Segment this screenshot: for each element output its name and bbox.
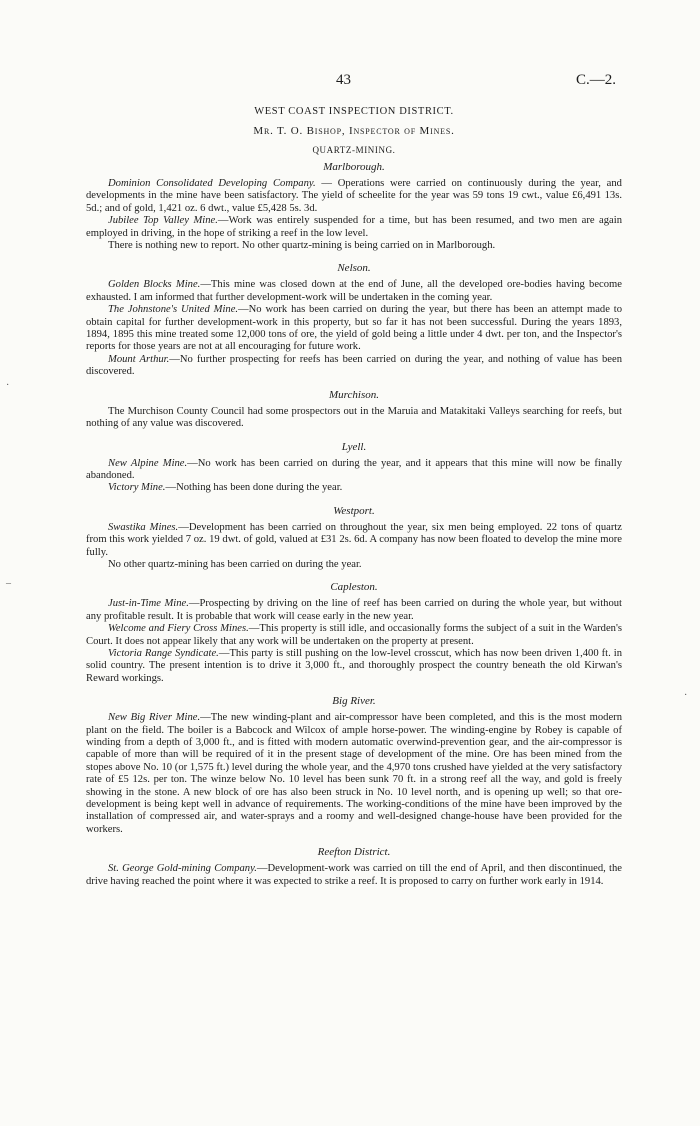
section-title: QUARTZ-MINING. [312,145,396,155]
mine-name: Dominion Consolidated Developing Company. [108,178,316,189]
paragraph-text: The Murchison County Council had some prospectors out in the Maruia and Matakitaki Valleys searching for reefs, but nothing of any value was discovered. [86,405,622,430]
mine-name: Jubilee Top Valley Mine. [108,215,218,227]
paragraph [86,712,622,836]
district-title: WEST COAST INSPECTION DISTRICT. [254,106,454,117]
paragraph-text: —Development-work was carried on till the end of April, and then discontinued, the drive having reached the point where it was expected to strike a reef. It is proposed to carry on further work early in 1914. [86,863,622,887]
paragraph-text: — Operations were carried on continuously during the year, and developments in the mine have been satisfactory. The yield of scheelite for the year was 59 tons 19 cwt., value £6,491 13s. 5d.; and of gold, 1,421 oz. 6 dwt., value £5,428 5s. 3d. [86,178,622,214]
region-heading: Lyell. [341,440,367,453]
paragraph-text: —Development has been carried on throughout the year, six men being employed. 22 tons of quartz from this work yielded 7 oz. 19 dwt. of gold, valued at £31 2s. 6d. A company has now been floated to develop the mine more fully. [86,521,622,558]
mine-name: Welcome and Fiery Cross Mines. [108,623,249,635]
paragraph-text: —This property is still idle, and occasionally forms the subject of a suit in the Warden's Court. It does not appear likely that any work will be undertaken on the property at present. [86,623,623,647]
paragraph [86,406,622,431]
mine-name: Mount Arthur. [108,353,170,365]
paragraph [86,304,622,354]
paragraph [86,598,622,623]
paragraph-text: —Prospecting by driving on the line of reef has been carried on during the whole year, but without any profitable result. It is probable that work will cease early in the new year. [86,598,622,622]
margin-mark: ‒ [6,578,11,589]
region-heading: Reefton District. [317,846,391,859]
paragraph-text: —This party is still pushing on the low-level crosscut, which has now been driven 1,400 ft. in solid country. The present intention is to drive it 3,000 ft., and thoroughly prospect the country beneath the old Kirwan's Reward workings. [86,647,623,684]
mine-name: New Alpine Mine. [108,457,188,469]
paragraph [86,279,622,304]
paragraph-text: —Work was entirely suspended for a time, but has been resumed, and two men are again employed in driving, in the hope of striking a reef in the low level. [86,215,622,239]
paragraph-text: —The new winding-plant and air-compressor have been completed, and this is the most modern plant on the field. The boiler is a Babcock and Wilcox of ample horse-power. The winding-engine by Robey is capable of winding from a depth of 3,000 ft., and is fitted with modern automatic overwind-prevention gear, and the air-compressor is capable of more than will be required of it in the present stage of development of the mine. Ore has been mined from the stopes above No. 10 (or 1,575 ft.) level during the whole year, and the 4,970 tons crushed have yielded at the very satisfactory rate of £5 12s. per ton. The winze below No. 10 level has been sunk 70 ft. in a strong reef all the way, and gold is freely showing in the stone. A new block of ore has also been struck in No. 10 level north, and is opening up well; so that ore-development is being kept well in advance of requirements. The working-conditions of the mine have been improved by the installation of compressed air, and water-sprays and a roomy and well-designed change-house have been provided for the workers. [86,712,622,835]
paragraph-text: There is nothing new to report. No other quartz-mining is being carried on in Marlborough. [108,240,496,252]
region-heading: Westport. [333,504,375,517]
mine-name: New Big River Mine. [108,712,201,724]
paragraph [86,648,622,685]
mine-name: Just-in-Time Mine. [108,598,189,610]
paragraph [86,458,622,483]
document-body [86,106,622,888]
inspector-line: Mr. T. O. Bishop, Inspector of Mines. [253,125,455,137]
paragraph [86,522,622,559]
page-number: 43 [336,72,351,88]
region-heading: Murchison. [328,388,379,401]
region-heading: Nelson. [337,262,371,275]
paragraph [86,559,622,571]
region-heading: Big River. [332,695,376,708]
document-reference: C.—2. [576,72,617,88]
paragraph-text: —No work has been carried on during the year, but there has been an attempt made to obtain capital for further development-work in this property, but so far it has not been successful. During the years 1893, 1894, 1895 this mine treated some 12,000 tons of ore, the yield of gold being a little under 4 dwt. per ton, and the Inspector's reports for those years are not at all encouraging for future work. [86,304,622,353]
paragraph [86,354,622,379]
mine-name: Golden Blocks Mine. [108,279,201,291]
paragraph [86,863,622,888]
mine-name: Swastika Mines. [108,521,179,533]
mine-name: Victoria Range Syndicate. [108,647,219,659]
paragraph [86,178,622,215]
region-heading: Marlborough. [323,161,385,173]
region-heading: Capleston. [330,581,378,594]
margin-mark: · [684,690,688,701]
mine-name: St. George Gold-mining Company. [108,863,257,875]
paragraph-text: No other quartz-mining has been carried on during the year. [108,558,362,570]
page-header [0,72,700,92]
paragraph-text: —Nothing has been done during the year. [165,482,343,494]
mine-name: Victory Mine. [108,482,166,494]
paragraph-text: —This mine was closed down at the end of June, all the developed ore-bodies having become exhausted. I am informed that further development-work will be undertaken in the coming year. [86,279,622,303]
paragraph [86,215,622,240]
margin-mark: · [6,380,10,391]
paragraph [86,240,622,252]
paragraph-text: —No work has been carried on during the year, and it appears that this mine will now be finally abandoned. [86,457,623,481]
paragraph [86,623,622,648]
paragraph [86,482,622,494]
mine-name: The Johnstone's United Mine. [108,304,239,316]
paragraph-text: —No further prospecting for reefs has been carried on during the year, and nothing of value has been discovered. [86,353,623,378]
